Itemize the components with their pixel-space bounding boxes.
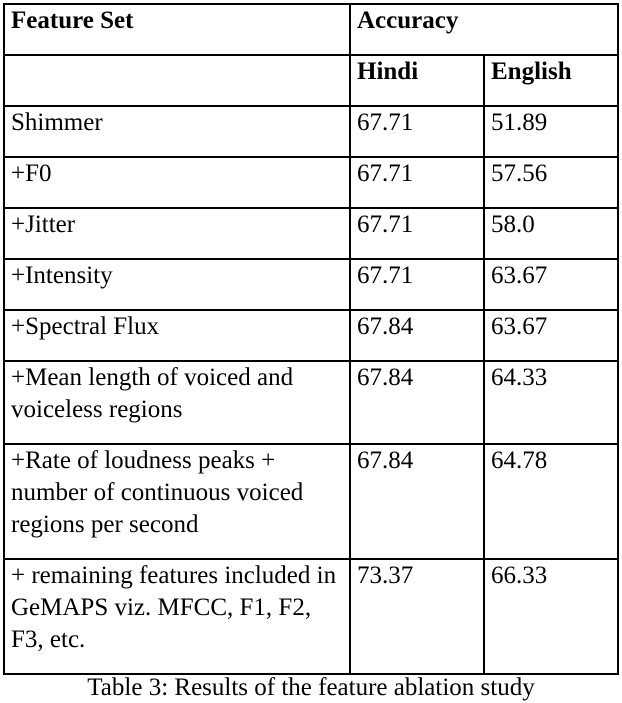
english-cell: 64.33 <box>484 361 618 444</box>
english-cell: 66.33 <box>484 559 618 674</box>
table-row <box>4 310 618 361</box>
english-cell: 51.89 <box>484 106 618 157</box>
ablation-table <box>3 3 619 675</box>
english-cell: 63.67 <box>484 259 618 310</box>
table-row <box>4 157 618 208</box>
feature-cell: +Spectral Flux <box>4 310 350 361</box>
feature-set-header: Feature Set <box>4 4 350 55</box>
english-header: English <box>484 55 618 106</box>
feature-cell: +Mean length of voiced and voiceless regions <box>4 361 350 444</box>
hindi-cell: 67.84 <box>350 361 484 444</box>
table-row <box>4 444 618 559</box>
table-row <box>4 259 618 310</box>
feature-cell: +Intensity <box>4 259 350 310</box>
table-caption: Table 3: Results of the feature ablation study <box>87 674 535 701</box>
feature-cell: Shimmer <box>4 106 350 157</box>
english-cell: 63.67 <box>484 310 618 361</box>
hindi-cell: 67.84 <box>350 444 484 559</box>
hindi-cell: 67.71 <box>350 259 484 310</box>
hindi-cell: 67.71 <box>350 208 484 259</box>
empty-header-cell <box>4 55 350 106</box>
hindi-header: Hindi <box>350 55 484 106</box>
table-row <box>4 106 618 157</box>
feature-cell: +F0 <box>4 157 350 208</box>
header-row-top <box>4 4 618 55</box>
feature-cell: +Rate of loudness peaks + number of continuous voiced regions per second <box>4 444 350 559</box>
hindi-cell: 73.37 <box>350 559 484 674</box>
feature-cell: + remaining features included in GeMAPS viz. MFCC, F1, F2, F3, etc. <box>4 559 350 674</box>
english-cell: 57.56 <box>484 157 618 208</box>
english-cell: 58.0 <box>484 208 618 259</box>
accuracy-header: Accuracy <box>350 4 618 55</box>
feature-cell: +Jitter <box>4 208 350 259</box>
hindi-cell: 67.84 <box>350 310 484 361</box>
table-row <box>4 559 618 674</box>
hindi-cell: 67.71 <box>350 157 484 208</box>
header-row-sub <box>4 55 618 106</box>
table-row <box>4 208 618 259</box>
hindi-cell: 67.71 <box>350 106 484 157</box>
table-row <box>4 361 618 444</box>
english-cell: 64.78 <box>484 444 618 559</box>
